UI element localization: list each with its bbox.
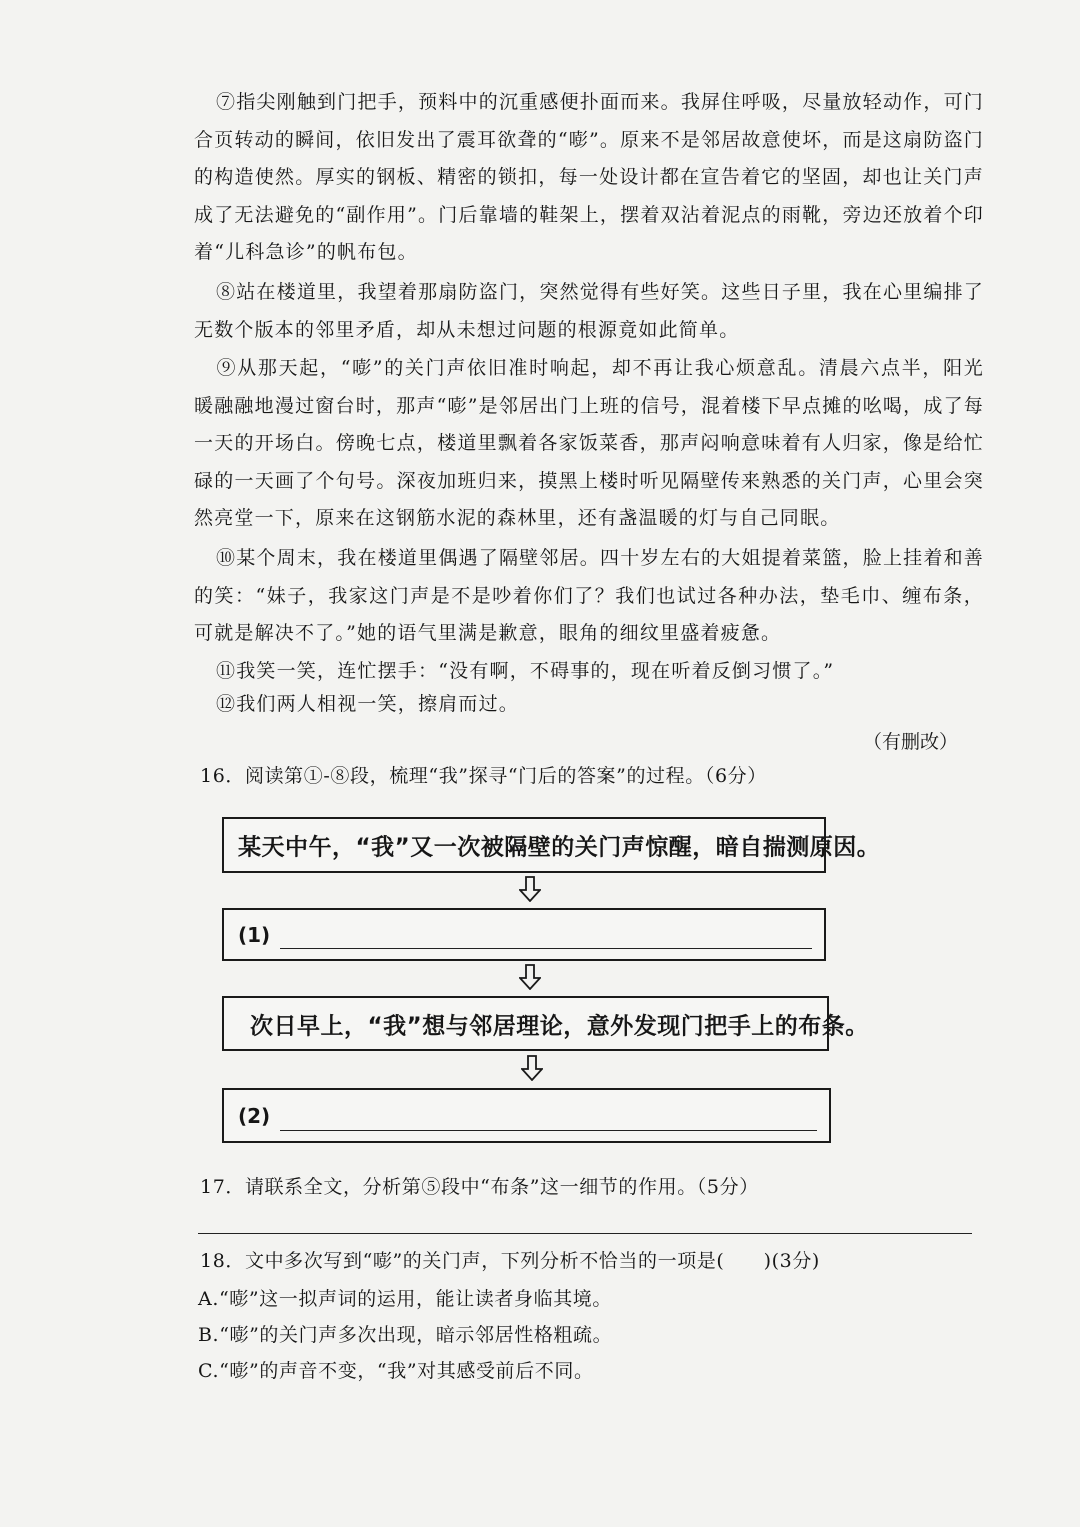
- down-arrow-icon: [519, 876, 541, 902]
- paragraph-7-text: ⑦指尖刚触到门把手，预料中的沉重感便扑面而来。我屏住呼吸，尽量放轻动作，可门合页转动的瞬间，依旧发出了震耳欲聋的“嘭”。原来不是邻居故意使坏，而是这扇防盗门的构造使然。厚实的钢板、精密的锁扣，每一处设计都在宣告着它的坚固，却也让关门声成了无法避免的“副作用”。门后靠墙的鞋架上，摆着双沾着泥点的雨靴，旁边还放着个印着“儿科急诊”的帆布包。: [194, 91, 984, 263]
- blank-2-answer-line[interactable]: [280, 1130, 817, 1131]
- paragraph-10: [194, 540, 984, 653]
- flow-blank-1-box[interactable]: [222, 908, 826, 961]
- paragraph-7: [194, 84, 984, 272]
- flow-step-3-box: [222, 996, 869, 1051]
- question-17-answer-line[interactable]: [198, 1233, 972, 1234]
- paragraph-9-text: ⑨从那天起，“嘭”的关门声依旧准时响起，却不再让我心烦意乱。清晨六点半，阳光暖融融地漫过窗台时，那声“嘭”是邻居出门上班的信号，混着楼下早点摊的吆喝，成了每一天的开场白。傍晚七点，楼道里飘着各家饭菜香，那声闷响意味着有人归家，像是给忙碌的一天画了个句号。深夜加班归来，摸黑上楼时听见隔壁传来熟悉的关门声，心里会突然亮堂一下，原来在这钢筋水泥的森林里，还有盏温暖的灯与自己同眠。: [194, 357, 984, 529]
- source-note: （有删改）: [862, 731, 958, 753]
- blank-1-answer-line[interactable]: [280, 948, 812, 949]
- blank-2-label: (2): [238, 1103, 271, 1128]
- down-arrow-icon: [521, 1055, 543, 1081]
- paragraph-11-text: ⑪我笑一笑，连忙摆手：“没有啊，不碍事的，现在听着反倒习惯了。”: [216, 660, 835, 682]
- question-18-option-a[interactable]: A.“嘭”这一拟声词的运用，能让读者身临其境。: [198, 1288, 612, 1310]
- flow-step-3-text: 次日早上，“我”想与邻居理论，意外发现门把手上的布条。: [250, 1013, 869, 1039]
- question-17-prompt: 17．请联系全文，分析第⑤段中“布条”这一细节的作用。（5分）: [200, 1176, 759, 1198]
- paragraph-8: [194, 274, 984, 349]
- paragraph-8-text: ⑧站在楼道里，我望着那扇防盗门，突然觉得有些好笑。这些日子里，我在心里编排了无数个版本的邻里矛盾，却从未想过问题的根源竟如此简单。: [194, 281, 984, 341]
- paragraph-12-text: ⑫我们两人相视一笑，擦肩而过。: [216, 693, 520, 715]
- down-arrow-icon: [519, 964, 541, 990]
- paragraph-11: [194, 653, 984, 691]
- paragraph-12: [194, 686, 984, 724]
- flow-blank-2-box[interactable]: [222, 1088, 831, 1143]
- paragraph-9: [194, 350, 984, 538]
- flow-step-1-box: [222, 817, 881, 873]
- flow-step-1-text: 某天中午，“我”又一次被隔壁的关门声惊醒，暗自揣测原因。: [238, 834, 881, 861]
- question-16-prompt: 16．阅读第①-⑧段，梳理“我”探寻“门后的答案”的过程。（6分）: [200, 765, 767, 787]
- blank-1-label: (1): [238, 922, 271, 947]
- question-18-option-b[interactable]: B.“嘭”的关门声多次出现，暗示邻居性格粗疏。: [198, 1324, 613, 1346]
- paragraph-10-text: ⑩某个周末，我在楼道里偶遇了隔壁邻居。四十岁左右的大姐提着菜篮，脸上挂着和善的笑：“妹子，我家这门声是不是吵着你们了？我们也试过各种办法，垫毛巾、缠布条，可就是解决不了。”她的语气里满是歉意，眼角的细纹里盛着疲惫。: [194, 547, 984, 644]
- question-18-option-c[interactable]: C.“嘭”的声音不变，“我”对其感受前后不同。: [198, 1360, 594, 1382]
- question-18-prompt: 18．文中多次写到“嘭”的关门声，下列分析不恰当的一项是( )(3分): [200, 1250, 820, 1272]
